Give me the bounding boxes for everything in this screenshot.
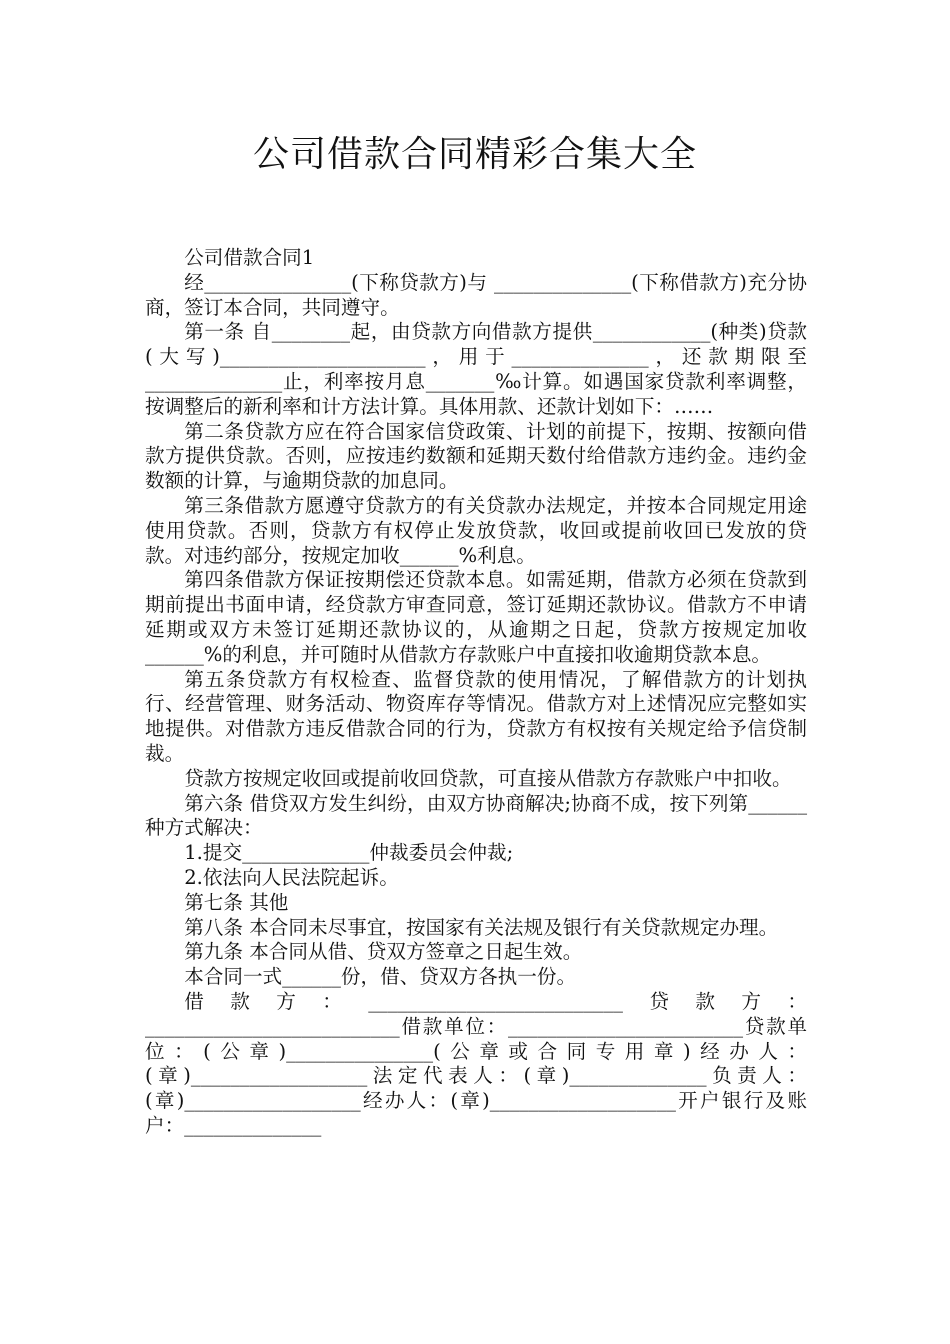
article-2: 第二条贷款方应在符合国家信贷政策、计划的前提下，按期、按额向借款方提供贷款。否则，应按违约数额和延期天数付给借款方违约金。违约金数额的计算，与逾期贷款的加息同。 bbox=[145, 419, 807, 493]
article-4: 第四条借款方保证按期偿还贷款本息。如需延期，借款方必须在贷款到期前提出书面申请，经贷款方审查同意，签订延期还款协议。借款方不申请延期或双方未签订延期还款协议的，从逾期之日起，贷款方按规定加收______%的利息，并可随时从借款方存款账户中直接扣收逾期贷款本息。 bbox=[145, 568, 807, 666]
article-7: 第七条 其他 bbox=[184, 890, 289, 914]
contract-heading: 公司借款合同1 bbox=[184, 246, 315, 269]
copies-clause: 本合同一式______份，借、贷双方各执一份。 bbox=[184, 965, 577, 989]
dispute-option-1: 1.提交_____________仲裁委员会仲裁; bbox=[184, 841, 514, 865]
article-8: 第八条 本合同未尽事宜，按国家有关法规及银行有关贷款规定办理。 bbox=[184, 915, 779, 939]
contract-preamble: 经_______________(下称贷款方)与 ______________(下称借款方)充分协商，签订本合同，共同遵守。 bbox=[145, 270, 807, 319]
article-9: 第九条 本合同从借、贷双方签章之日起生效。 bbox=[184, 940, 583, 964]
article-5-supplement: 贷款方按规定收回或提前收回贷款，可直接从借款方存款账户中扣收。 bbox=[184, 766, 792, 790]
contract-body bbox=[145, 246, 807, 1139]
dispute-option-2: 2.依法向人民法院起诉。 bbox=[184, 865, 399, 889]
document-title: 公司借款合同精彩合集大全 bbox=[252, 134, 697, 175]
article-3: 第三条借款方愿遵守贷款方的有关贷款办法规定，并按本合同规定用途使用贷款。否则，贷款方有权停止发放贷款，收回或提前收回已发放的贷款。对违约部分，按规定加收______%利息。 bbox=[145, 493, 807, 567]
signature-block: 借款方：__________________________贷款方：__________________________借款单位：________________________贷款单位：(公章)_______________(公章或合同专用章)经办人：(章)__________________法定代表人：(章)______________负责人：(章)__________________经办人：(章)___________________开户银行及账户：______________ bbox=[145, 989, 807, 1137]
article-1: 第一条 自________起，由贷款方向借款方提供____________(种类)贷款(大写)_____________________，用于______________，还款期限至______________止，利率按月息_______‰计算。如遇国家贷款利率调整，按调整后的新利率和计方法计算。具体用款、还款计划如下：…… bbox=[145, 320, 807, 418]
article-5: 第五条贷款方有权检查、监督贷款的使用情况，了解借款方的计划执行、经营管理、财务活动、物资库存等情况。借款方对上述情况应完整如实地提供。对借款方违反借款合同的行为，贷款方有权按有关规定给予信贷制裁。 bbox=[145, 667, 807, 765]
article-6: 第六条 借贷双方发生纠纷，由双方协商解决;协商不成，按下列第______种方式解决： bbox=[145, 791, 807, 840]
